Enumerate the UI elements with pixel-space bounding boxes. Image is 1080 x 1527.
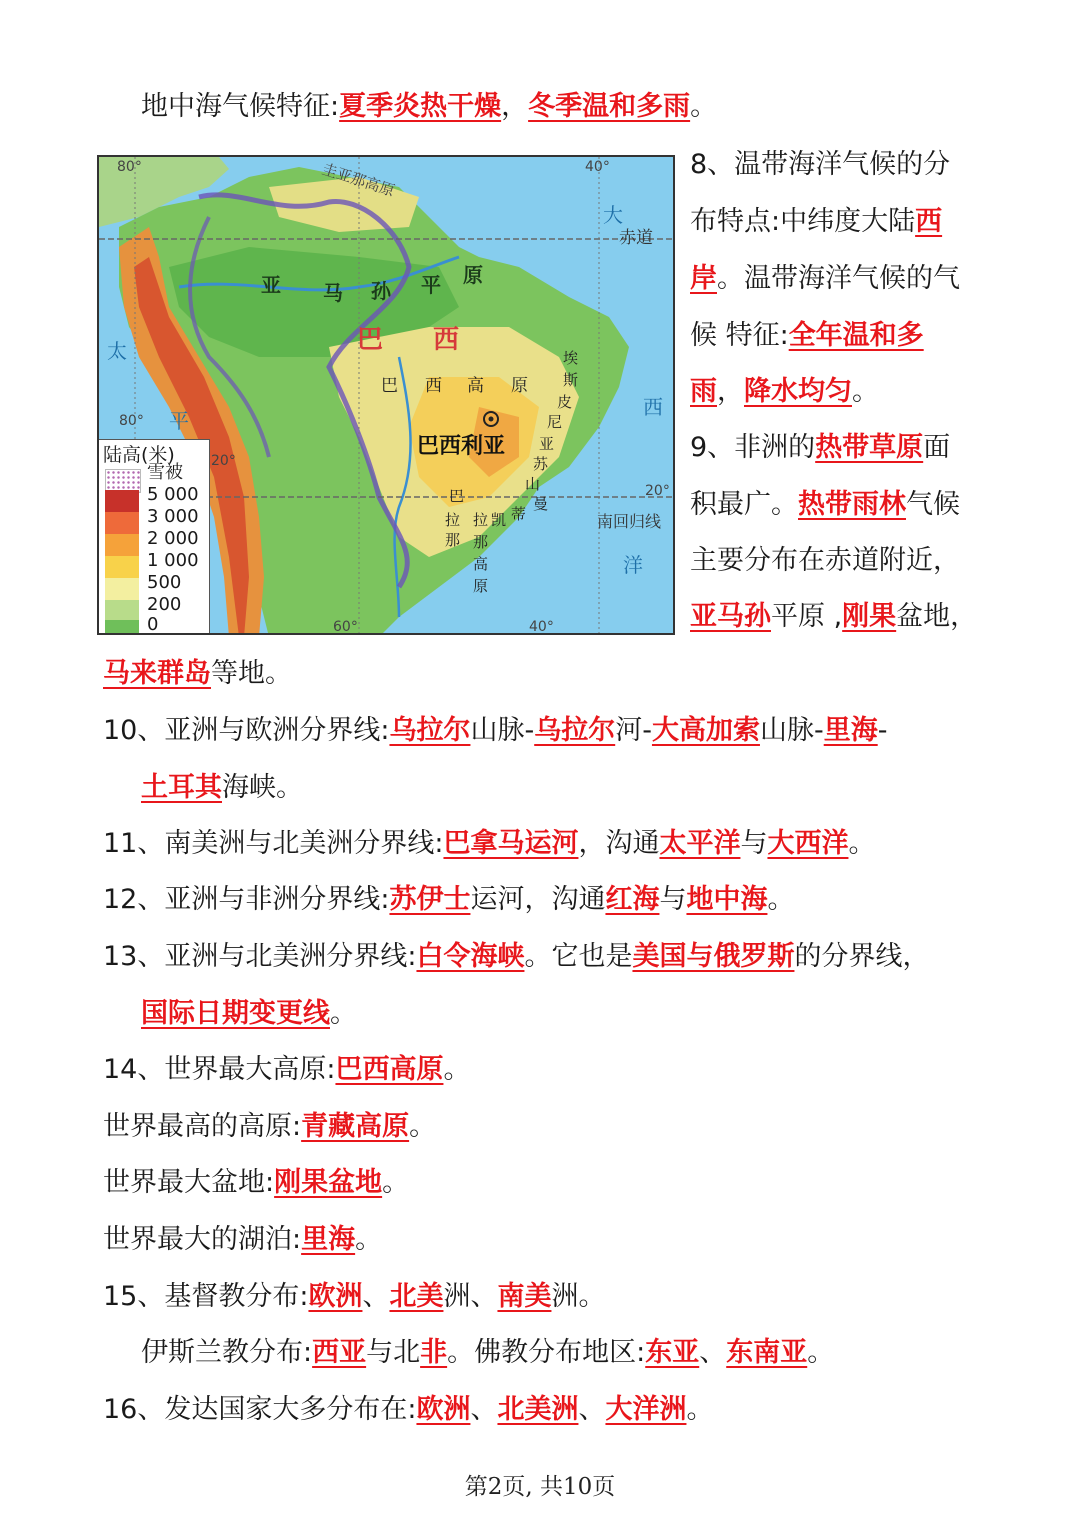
- text: 地中海气候特征:: [141, 91, 340, 122]
- text: 候 特征:: [690, 320, 789, 351]
- map-label: 80°: [117, 159, 142, 175]
- point-11: [103, 824, 875, 864]
- map-label: 埃: [563, 349, 579, 367]
- text: 。: [848, 828, 876, 859]
- map-label: 曼: [533, 495, 549, 513]
- answer: 巴西高原: [335, 1054, 444, 1085]
- answer: 巴拿马运河: [443, 828, 579, 859]
- text: 13、亚洲与北美洲分界线:: [103, 941, 417, 972]
- text: 世界最高的高原:: [103, 1111, 302, 1142]
- answer: 全年温和多: [788, 320, 924, 351]
- text: 。: [330, 998, 357, 1029]
- answer: 土耳其: [141, 772, 222, 803]
- map-label: 苏: [533, 455, 549, 473]
- answer: 乌拉尔: [389, 715, 471, 746]
- answer: 欧洲: [308, 1281, 363, 1312]
- answer: 欧洲: [416, 1394, 471, 1425]
- text: -: [877, 715, 888, 746]
- map-label: 高: [473, 555, 489, 573]
- text: 河-: [615, 715, 652, 746]
- point-9-line-5: [103, 654, 292, 694]
- answer: 雨: [690, 376, 717, 407]
- map-label: 太: [107, 339, 127, 363]
- point-9-line-4: [690, 597, 977, 637]
- legend-label: 200: [147, 594, 182, 615]
- map-label: 西: [433, 325, 460, 355]
- map-label: 高: [467, 376, 484, 396]
- map-label: 赤道: [619, 228, 653, 248]
- text: 与: [740, 828, 768, 859]
- map-label: 20°: [211, 453, 236, 469]
- legend-label: 1 000: [147, 550, 199, 571]
- point-8-line-2: [690, 202, 942, 242]
- point-8-line-4: [690, 316, 924, 356]
- answer: 苏伊士: [389, 884, 471, 915]
- text: 山脉-: [470, 715, 535, 746]
- text: 14、世界最大高原:: [103, 1054, 336, 1085]
- text: 、: [470, 1394, 498, 1425]
- legend-swatch: [105, 620, 139, 635]
- map-label: 20°: [645, 483, 670, 499]
- point-9-line-3: [690, 541, 960, 581]
- map-label: 山: [525, 475, 541, 493]
- text: 世界最大的湖泊:: [103, 1224, 302, 1255]
- answer: 东亚: [645, 1337, 700, 1368]
- answer: 美国与俄罗斯: [632, 941, 795, 972]
- map-label: 拉: [445, 511, 461, 529]
- answer: 大高加索: [651, 715, 760, 746]
- answer: 夏季炎热干燥: [339, 91, 502, 122]
- legend-label: 0: [147, 614, 159, 635]
- text: 。温带海洋气候的气: [717, 263, 960, 294]
- answer: 青藏高原: [301, 1111, 410, 1142]
- text: 洲。: [551, 1281, 606, 1312]
- map-label: 孙: [371, 279, 391, 303]
- map-label: 平: [421, 273, 441, 297]
- legend-swatch: [105, 534, 139, 556]
- map-label: 大: [603, 203, 623, 227]
- map-label: 80°: [119, 413, 144, 429]
- text: 。: [807, 1337, 835, 1368]
- text: 。: [355, 1224, 383, 1255]
- map-label: 那: [445, 531, 461, 549]
- map-label: 巴: [381, 376, 398, 396]
- text: 16、发达国家大多分布在:: [103, 1394, 417, 1425]
- answer: 亚马孙: [690, 601, 771, 632]
- answer: 里海: [823, 715, 878, 746]
- answer: 岸: [690, 263, 717, 294]
- point-9-line-1: [690, 428, 950, 468]
- map-label: 40°: [529, 619, 554, 635]
- answer: 马来群岛: [103, 658, 211, 689]
- answer: 北美: [389, 1281, 444, 1312]
- answer: 热带草原: [815, 432, 924, 463]
- point-8-line-1: [690, 145, 950, 185]
- text: 面: [923, 432, 951, 463]
- point-15-line-2: [141, 1333, 834, 1373]
- answer: 刚果盆地: [274, 1167, 383, 1198]
- text: 等地。: [211, 658, 292, 689]
- point-16: [103, 1390, 713, 1430]
- text: 、: [699, 1337, 727, 1368]
- answer: 白令海峡: [416, 941, 525, 972]
- map-label: 亚: [261, 273, 281, 297]
- legend-label: 2 000: [147, 528, 199, 549]
- text: 洲、: [443, 1281, 498, 1312]
- text: 运河，沟通: [470, 884, 606, 915]
- map-label: 拉: [473, 511, 489, 529]
- map-label: 40°: [585, 159, 610, 175]
- legend-title: 陆高(米): [103, 444, 175, 466]
- map-label: 西: [425, 376, 442, 396]
- map-label: 圭亚那高原: [319, 159, 397, 201]
- map-label: 亚: [539, 435, 555, 453]
- text: 山脉-: [759, 715, 824, 746]
- answer: 西亚: [312, 1337, 367, 1368]
- text: 积最广。: [690, 489, 798, 520]
- text: ，: [717, 376, 744, 407]
- text: 、: [362, 1281, 390, 1312]
- text: ，: [501, 91, 529, 122]
- text: 。: [852, 376, 879, 407]
- text: 与北: [366, 1337, 421, 1368]
- answer: 北美洲: [497, 1394, 579, 1425]
- point-12: [103, 880, 794, 920]
- page-number-footer: 第2页, 共10页: [464, 1474, 616, 1500]
- answer: 南美: [497, 1281, 552, 1312]
- text: 10、亚洲与欧洲分界线:: [103, 715, 390, 746]
- text: 与: [659, 884, 687, 915]
- answer: 冬季温和多雨: [528, 91, 691, 122]
- map-label: 马: [323, 281, 343, 305]
- legend-label: 500: [147, 572, 182, 593]
- map-label: 巴西利亚: [417, 434, 506, 459]
- text: 。: [686, 1394, 714, 1425]
- point-14-line-2: [103, 1107, 436, 1147]
- map-label: 西: [643, 395, 663, 419]
- legend-swatch: [105, 600, 139, 622]
- south-america-terrain-map: [97, 155, 675, 635]
- point-15-line-1: [103, 1277, 605, 1317]
- answer: 大洋洲: [605, 1394, 687, 1425]
- text: 9、非洲的: [690, 432, 816, 463]
- answer: 地中海: [686, 884, 768, 915]
- legend-swatch: [105, 490, 139, 512]
- text: 气候: [906, 489, 960, 520]
- map-label: 巴: [449, 487, 465, 505]
- text: 11、南美洲与北美洲分界线:: [103, 828, 444, 859]
- map-label: 那: [473, 533, 489, 551]
- text: 15、基督教分布:: [103, 1281, 309, 1312]
- point-10-line-1: [103, 711, 887, 751]
- point-8-line-3: [690, 259, 960, 299]
- point-10-line-2: [141, 768, 303, 808]
- map-label: 平: [169, 409, 189, 433]
- answer: 降水均匀: [744, 376, 852, 407]
- text: 的分界线，: [794, 941, 930, 972]
- text: 主要分布在赤道附近，: [690, 545, 960, 576]
- text: 。佛教分布地区:: [447, 1337, 646, 1368]
- text: 、: [578, 1394, 606, 1425]
- answer: 热带雨林: [798, 489, 906, 520]
- point-9-line-2: [690, 485, 960, 525]
- map-label: 60°: [333, 619, 358, 635]
- map-label: 洋: [623, 553, 643, 577]
- legend-swatch: [105, 578, 139, 600]
- point-13-line-1: [103, 937, 929, 977]
- answer: 刚果: [842, 601, 897, 632]
- map-label: 斯: [563, 371, 579, 389]
- text: 。: [382, 1167, 410, 1198]
- elevation-legend: [99, 439, 210, 635]
- answer: 大西洋: [767, 828, 849, 859]
- answer: 国际日期变更线: [141, 998, 330, 1029]
- map-label: 凯: [491, 511, 507, 529]
- legend-swatch: [105, 512, 139, 534]
- point-14-line-3: [103, 1163, 409, 1203]
- text: 海峡。: [222, 772, 303, 803]
- legend-label: 5 000: [147, 484, 199, 505]
- text: ，沟通: [578, 828, 660, 859]
- text: 12、亚洲与非洲分界线:: [103, 884, 390, 915]
- point-13-line-2: [141, 994, 357, 1034]
- text: 盆地，: [896, 601, 978, 632]
- map-label: 巴: [357, 325, 384, 355]
- text: 。: [690, 91, 718, 122]
- map-label: 皮: [557, 393, 573, 411]
- text: 布特点:中纬度大陆: [690, 206, 916, 237]
- legend-swatch: [105, 556, 139, 578]
- answer: 红海: [605, 884, 660, 915]
- answer: 里海: [301, 1224, 356, 1255]
- text: 。: [409, 1111, 437, 1142]
- text: 伊斯兰教分布:: [141, 1337, 313, 1368]
- point-14-line-4: [103, 1220, 382, 1260]
- text: 世界最大盆地:: [103, 1167, 275, 1198]
- answer: 西: [915, 206, 943, 237]
- map-label: 原: [463, 263, 483, 287]
- text: 。它也是: [524, 941, 633, 972]
- answer: 东南亚: [726, 1337, 808, 1368]
- answer: 非: [420, 1337, 448, 1368]
- map-label: 蒂: [511, 505, 527, 523]
- mediterranean-climate-line: [141, 87, 717, 127]
- text: 。: [767, 884, 795, 915]
- legend-label: 雪被: [147, 462, 183, 483]
- answer: 乌拉尔: [534, 715, 616, 746]
- text: 。: [443, 1054, 471, 1085]
- point-8-line-5: [690, 372, 879, 412]
- answer: 太平洋: [659, 828, 741, 859]
- map-label: 南回归线: [597, 512, 662, 531]
- text: 平原 ,: [771, 601, 843, 632]
- point-14-line-1: [103, 1050, 470, 1090]
- legend-label: 3 000: [147, 506, 199, 527]
- map-label: 尼: [547, 413, 563, 431]
- text: 8、温带海洋气候的分: [690, 149, 951, 180]
- map-label: 原: [511, 376, 528, 396]
- map-label: 原: [473, 577, 489, 595]
